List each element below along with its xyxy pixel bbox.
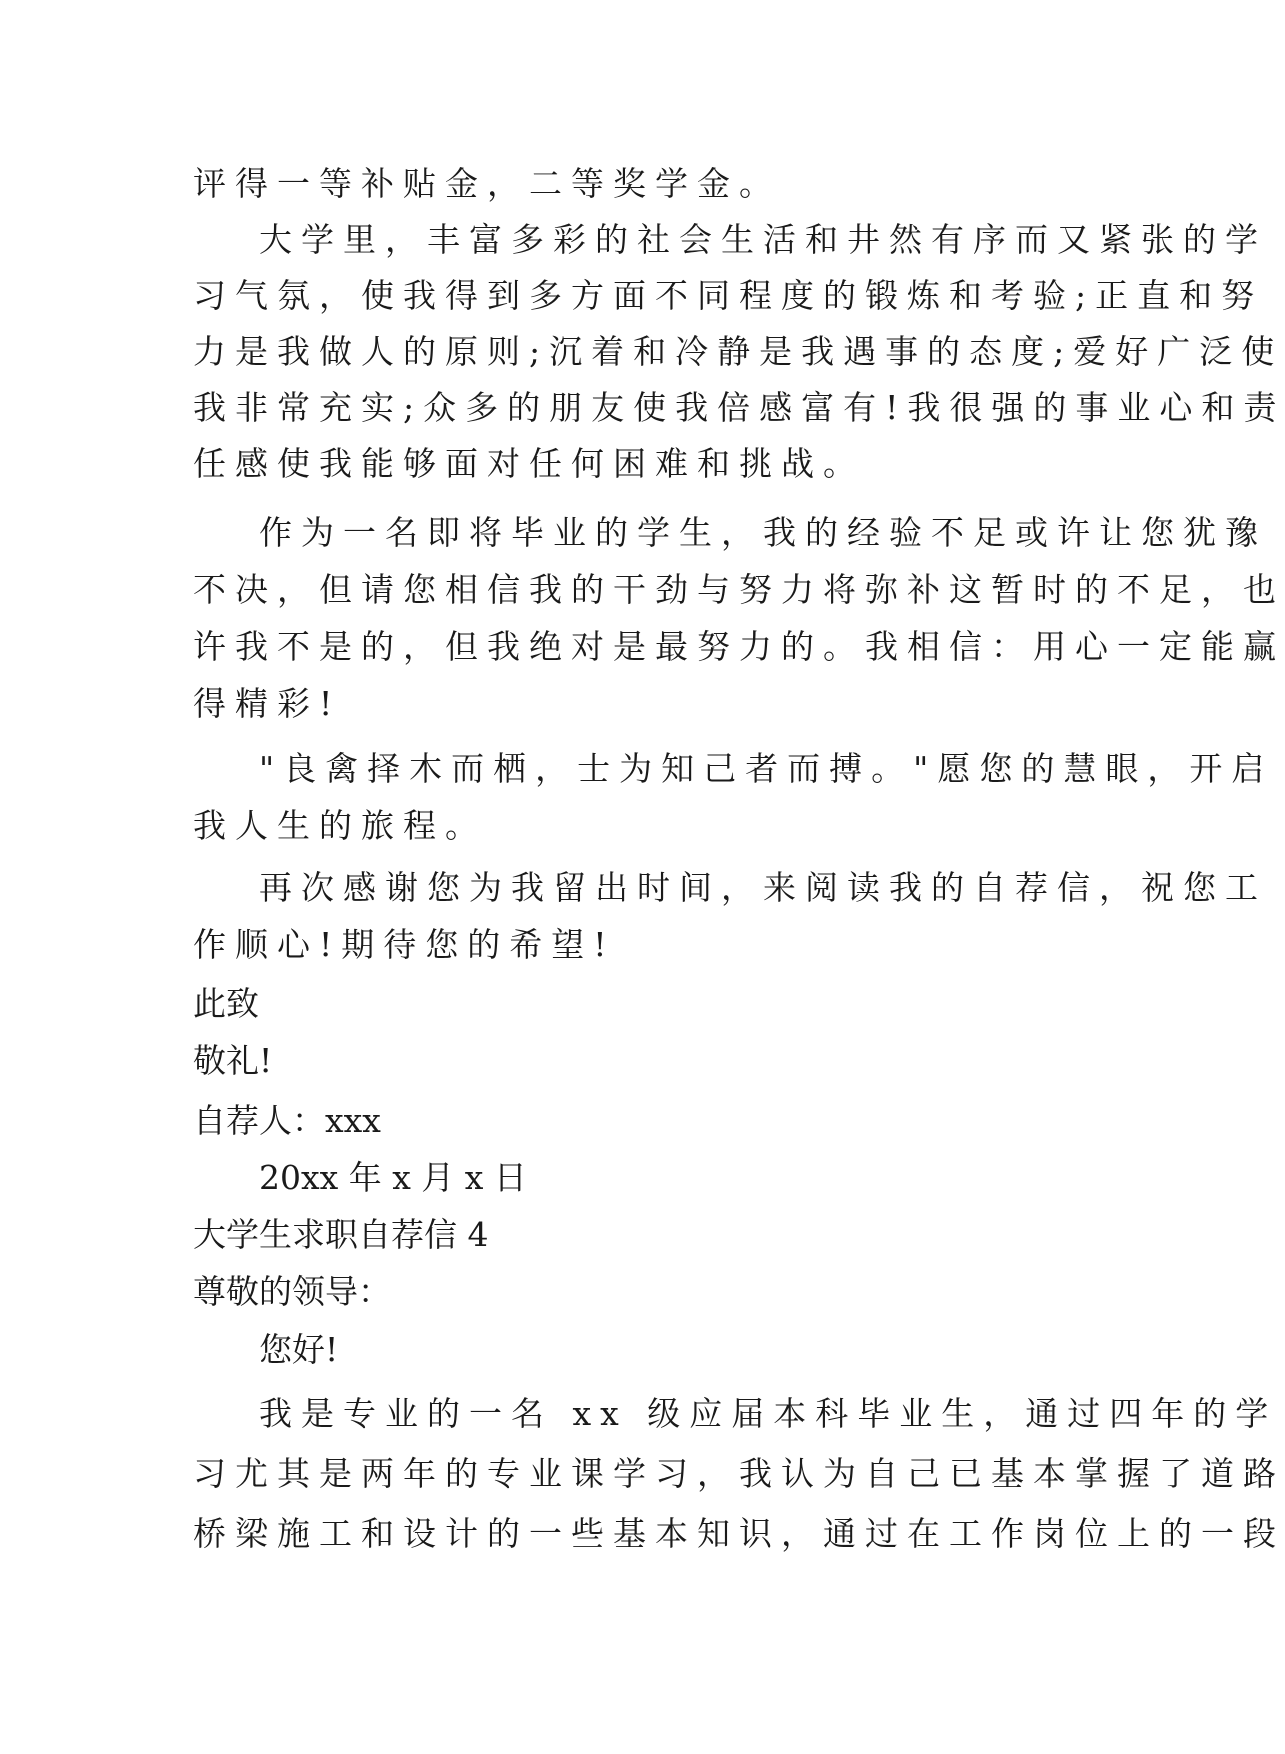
greeting-hello: 您好! (259, 1330, 339, 1369)
paragraph-line: 再次感谢您为我留出时间，来阅读我的自荐信，祝您工 (259, 868, 1267, 907)
greeting-line: 尊敬的领导： (193, 1272, 391, 1311)
text-line: 力是我做人的原则;沉着和冷静是我遇事的态度;爱好广泛使 (193, 332, 1284, 371)
text-line: 习尤其是两年的专业课学习，我认为自己已基本掌握了道路 (193, 1454, 1285, 1493)
text-line: 我非常充实;众多的朋友使我倍感富有!我很强的事业心和责 (193, 388, 1285, 427)
text-line: 评得一等补贴金，二等奖学金。 (193, 164, 781, 203)
text-line: 得精彩! (193, 684, 342, 723)
text-line: 作顺心!期待您的希望! (193, 925, 616, 964)
paragraph-line: 作为一名即将毕业的学生，我的经验不足或许让您犹豫 (259, 513, 1267, 552)
date-line: 20xx 年 x 月 x 日 (259, 1158, 527, 1197)
text-line: 习气氛，使我得到多方面不同程度的锻炼和考验;正直和努 (193, 276, 1264, 315)
paragraph-line: "良禽择木而栖，士为知己者而搏。"愿您的慧眼，开启 (259, 749, 1274, 788)
signature-line: 自荐人：xxx (193, 1101, 381, 1140)
text-line: 许我不是的，但我绝对是最努力的。我相信：用心一定能赢 (193, 627, 1285, 666)
text-line: 我人生的旅程。 (193, 806, 487, 845)
text-line: 桥梁施工和设计的一些基本知识，通过在工作岗位上的一段 (193, 1514, 1285, 1553)
paragraph-line: 我是专业的一名 xx 级应届本科毕业生，通过四年的学 (259, 1394, 1278, 1433)
closing-line: 此致 (193, 984, 259, 1023)
salutation-line: 敬礼! (193, 1041, 273, 1080)
text-line: 任感使我能够面对任何困难和挑战。 (193, 444, 865, 483)
section-title: 大学生求职自荐信 4 (193, 1215, 489, 1254)
paragraph-line: 大学里，丰富多彩的社会生活和井然有序而又紧张的学 (259, 220, 1267, 259)
text-line: 不决，但请您相信我的干劲与努力将弥补这暂时的不足，也 (193, 570, 1285, 609)
